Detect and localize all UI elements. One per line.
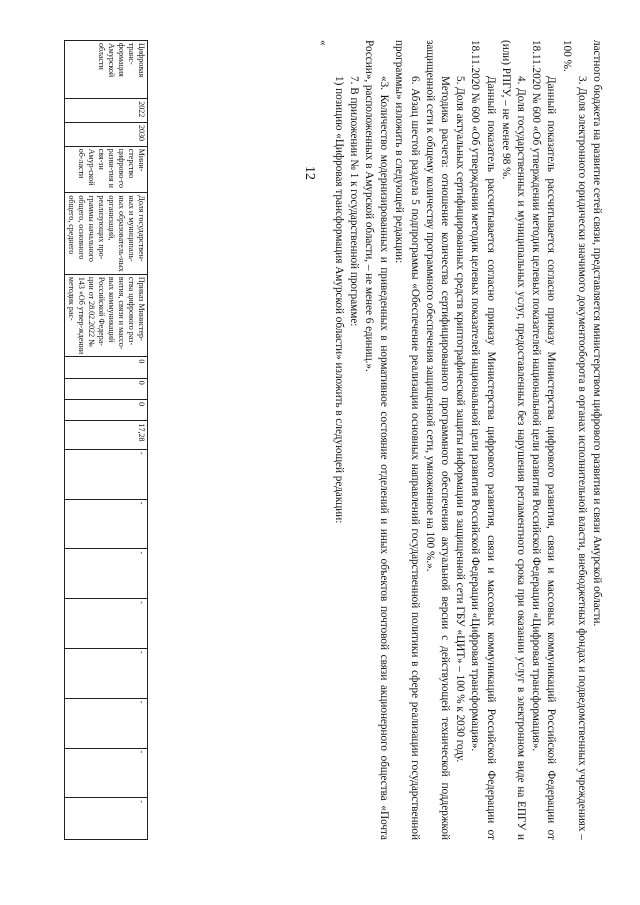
paragraph: Данный показатель рассчитывается согласно приказу Министерства цифрового развития, связи и массовых коммуникаций Российской Федерации от 18.11.2020 № 600 «Об утверждении методик целевых показателей национальной цели развития Российской Федерации «Цифровая трансформация».: [530, 40, 558, 840]
paragraph: ластного бюджета на развитие сетей связи, представляется министерством цифрового развития и связи Амурской области.: [591, 40, 603, 627]
body-text: [315, 40, 604, 840]
table-cell: 2030: [65, 123, 148, 147]
table-cell: 0: [65, 357, 148, 378]
table-cell: -: [65, 449, 148, 499]
paragraph: 1) позицию «Цифровая трансформация Амурской области» изложить в следующей редакции:: [332, 76, 345, 524]
table-cell: Мини-стерство цифрово-го разви-тия и свя-зи Амур-ской об-ласти: [65, 146, 148, 193]
paragraph: 3. Доля электронного юридически значимого документооборота в органах исполнительной власти, внебюджетных фондах и подведомственных учреждениях – 100 %.: [560, 40, 588, 840]
paragraph: 7. В приложении № 1 к государственной программе:: [347, 76, 360, 327]
table-cell: 0: [65, 378, 148, 399]
rotated-content: [44, 40, 604, 840]
table-cell: -: [65, 798, 148, 840]
table-row: [65, 41, 148, 840]
paragraph: «3. Количество модернизированных и приведенных в нормативное состояние отделений и иных объектов почтовой связи акционерного общества «Почта России», расположенных в Амурской области, – не менее 6 единиц.».: [362, 40, 391, 840]
paragraph: Данный показатель рассчитывается согласно приказу Министерства цифрового развития, связи и массовых коммуникаций Российской Федерации от 18.11.2020 № 600 «Об утверждении методик целевых показателей национальной цели развития Российской Федерации «Цифровая трансформация».: [469, 40, 497, 840]
table-cell: Доля государствен-ных и муниципаль-ных образователь-ных организаций, реализующих про-граммы начального общего, основного общего, среднего: [65, 193, 148, 275]
table-cell: -: [65, 549, 148, 599]
quote-open: «: [317, 40, 330, 46]
table-cell: -: [65, 748, 148, 798]
table-cell: Цифровая транс-формация Амурской области: [65, 41, 148, 99]
table-cell: -: [65, 649, 148, 699]
table-cell: Приказ Министер-ства цифрового раз-вития, связи и массо-вых коммуникаций Российской Федера-ции от 28.02.2022 № 143 «Об утвер-ждении методик рас-: [65, 274, 148, 357]
table-cell: 17,28: [65, 421, 148, 449]
paragraph: 6. Абзац шестой раздела 5 подпрограммы «Обеспечение реализации основных направлений государственной политики в сфере реализации государственной программы» изложить в следующей редакции:: [393, 40, 421, 840]
page-number: 12: [302, 166, 317, 180]
table-cell: -: [65, 698, 148, 748]
table-cell: -: [65, 599, 148, 649]
paragraph: Методика расчета: отношение количества сертифицированного программного обеспечения актуальной версии с действующей технической поддержкой защищенной сети к общему количеству программного обеспечения защищенной сети, умноженное на 100 %.».: [423, 40, 451, 840]
table-cell: -: [65, 499, 148, 549]
program-table: [64, 40, 148, 840]
table-cell: 0: [65, 400, 148, 421]
paragraph: 5. Доля актуальных сертифицированных средств криптографической защиты информации в защищенной сети ГБУ «ЦИТ» – 100 % к 2030 году.: [454, 76, 467, 763]
table-cell: 2022: [65, 99, 148, 123]
paragraph: 4. Доля государственных и муниципальных услуг, предоставленных без нарушения регламентного срока при оказании услуг в электронном виде на ЕПГУ и (или) РПГУ, – не менее 98 %.: [499, 40, 527, 840]
